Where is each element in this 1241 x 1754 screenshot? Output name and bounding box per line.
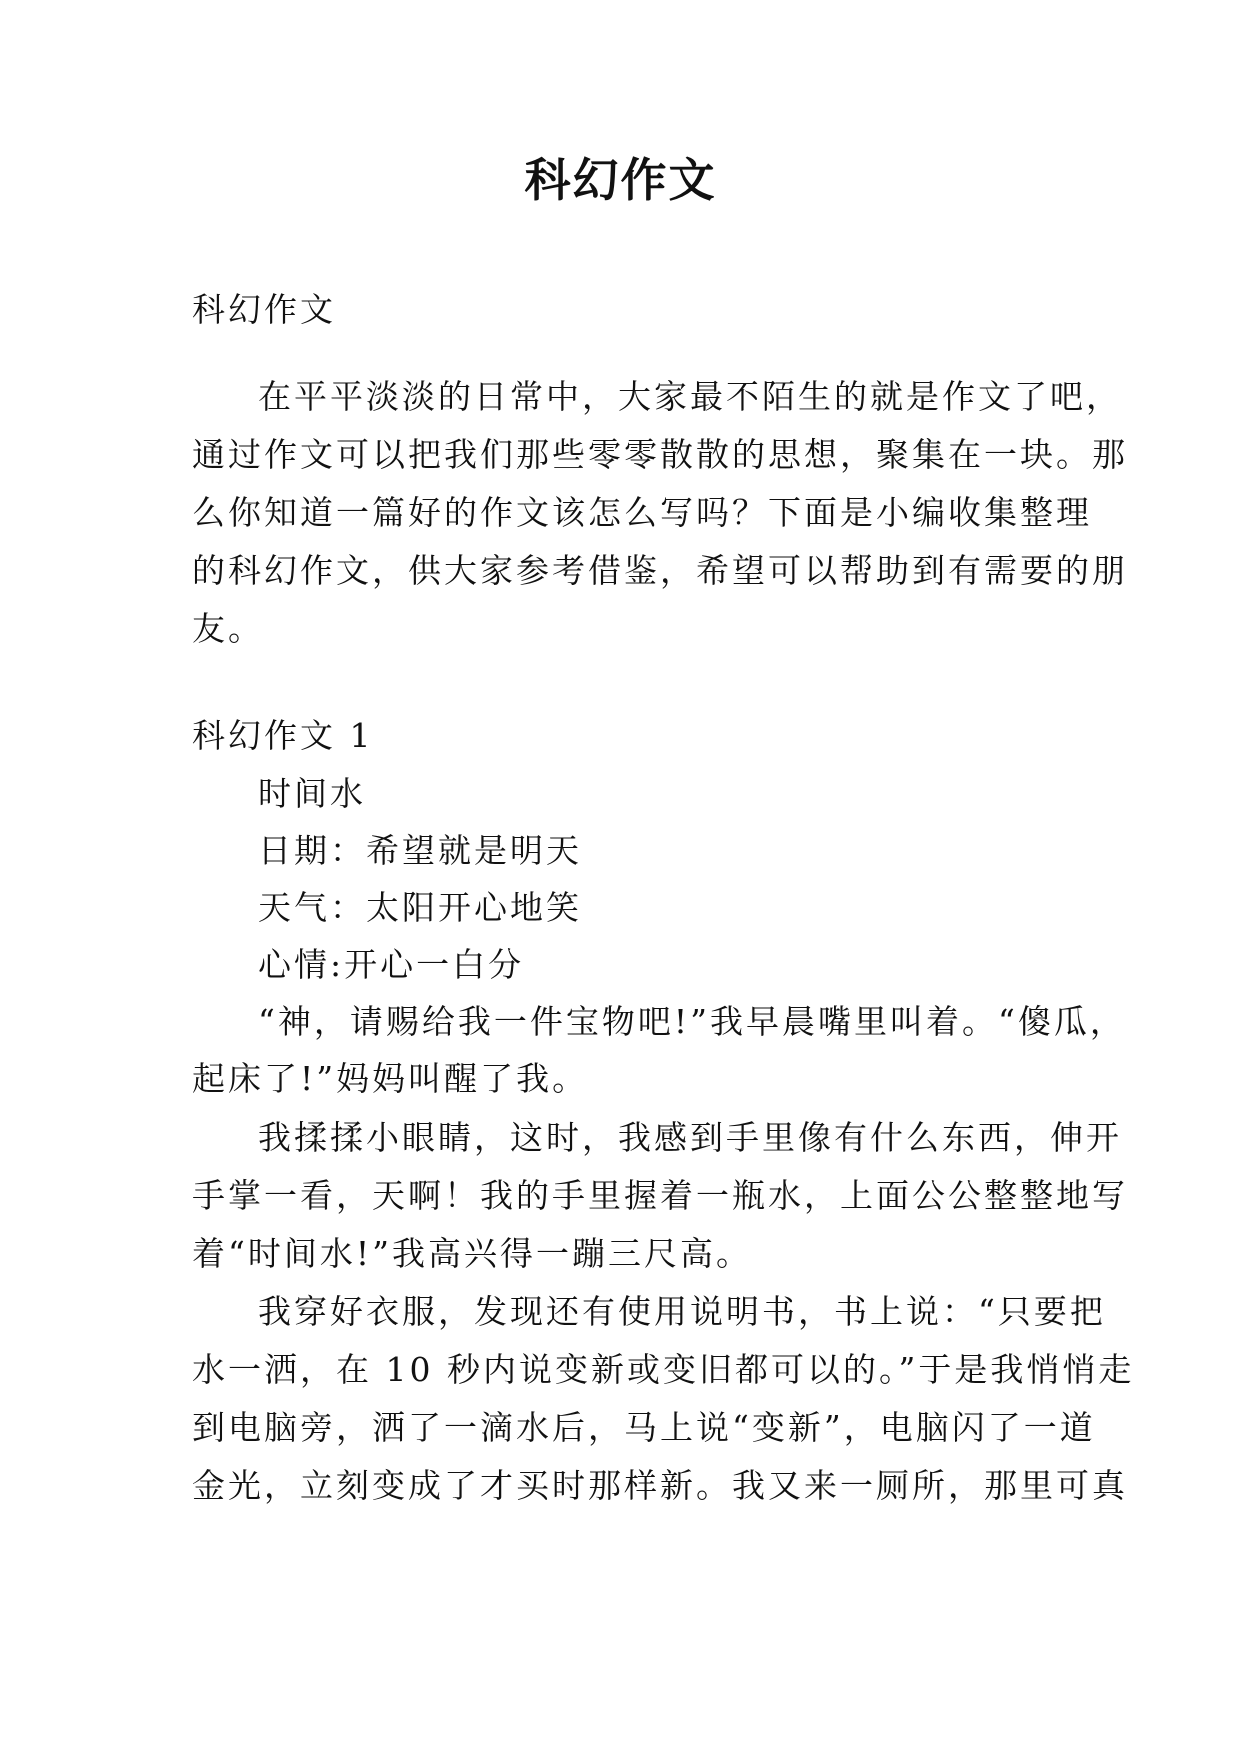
essay-title: 时间水 bbox=[258, 774, 366, 813]
paragraph-line: 金光，立刻变成了才买时那样新。我又来一厕所，那里可真 bbox=[192, 1466, 1128, 1505]
paragraph-line: 我穿好衣服，发现还有使用说明书，书上说：“只要把 bbox=[258, 1292, 1106, 1331]
subtitle: 科幻作文 bbox=[192, 290, 336, 329]
paragraph-line: 起床了!”妈妈叫醒了我。 bbox=[192, 1059, 589, 1098]
paragraph-line: 水一洒，在 10 秒内说变新或变旧都可以的。”于是我悄悄走 bbox=[192, 1350, 1135, 1389]
paragraph-line: 着“时间水!”我高兴得一蹦三尺高。 bbox=[192, 1234, 753, 1273]
mood-line: 心情:开心一白分 bbox=[258, 945, 525, 984]
section-heading: 科幻作文 1 bbox=[192, 716, 374, 755]
paragraph-line: “神，请赐给我一件宝物吧!”我早晨嘴里叫着。“傻瓜， bbox=[258, 1002, 1126, 1041]
intro-line: 在平平淡淡的日常中，大家最不陌生的就是作文了吧， bbox=[258, 377, 1122, 416]
intro-line: 友。 bbox=[192, 609, 264, 648]
intro-line: 通过作文可以把我们那些零零散散的思想，聚集在一块。那 bbox=[192, 435, 1128, 474]
date-line: 日期：希望就是明天 bbox=[258, 831, 582, 870]
paragraph-line: 我揉揉小眼睛，这时，我感到手里像有什么东西，伸开 bbox=[258, 1118, 1122, 1157]
intro-line: 的科幻作文，供大家参考借鉴，希望可以帮助到有需要的朋 bbox=[192, 551, 1128, 590]
paragraph-line: 手掌一看，天啊！我的手里握着一瓶水，上面公公整整地写 bbox=[192, 1176, 1128, 1215]
paragraph-line: 到电脑旁，洒了一滴水后，马上说“变新”，电脑闪了一道 bbox=[192, 1408, 1096, 1447]
weather-line: 天气：太阳开心地笑 bbox=[258, 888, 582, 927]
document-title: 科幻作文 bbox=[524, 153, 717, 207]
intro-line: 么你知道一篇好的作文该怎么写吗？下面是小编收集整理 bbox=[192, 493, 1092, 532]
